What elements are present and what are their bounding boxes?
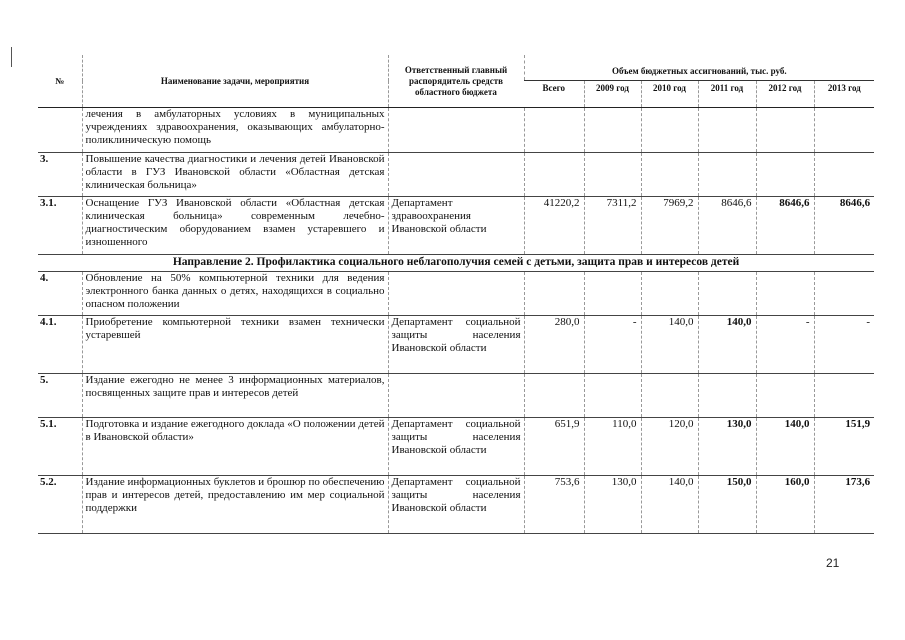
row-2012 bbox=[756, 108, 814, 153]
row-num: 5. bbox=[40, 374, 49, 386]
row-responsible bbox=[388, 272, 524, 316]
row-responsible: Департамент социальной защиты населения Ивановской области bbox=[388, 476, 524, 534]
row-2009 bbox=[584, 374, 641, 418]
header-year-2010: 2010 год bbox=[641, 81, 698, 108]
row-responsible bbox=[388, 153, 524, 197]
row-2012: - bbox=[756, 316, 814, 374]
row-num: 3. bbox=[40, 153, 49, 165]
table-row bbox=[38, 418, 874, 476]
row-num: 5.2. bbox=[40, 476, 57, 488]
row-2009 bbox=[584, 272, 641, 316]
header-name: Наименование задачи, мероприятия bbox=[82, 55, 388, 108]
row-name: лечения в амбулаторных условиях в муниципальных учреждениях здравоохранения, оказывающих амбулаторно-поликлиническую помощь bbox=[82, 108, 388, 153]
row-total bbox=[524, 374, 584, 418]
table-row bbox=[38, 476, 874, 534]
row-responsible bbox=[388, 374, 524, 418]
row-2010: 7969,2 bbox=[641, 197, 698, 255]
row-2011 bbox=[698, 108, 756, 153]
page-number: 21 bbox=[826, 556, 840, 570]
table-row bbox=[38, 316, 874, 374]
header-total: Всего bbox=[542, 83, 565, 93]
row-2013 bbox=[814, 272, 874, 316]
row-2011 bbox=[698, 153, 756, 197]
row-name: Издание ежегодно не менее 3 информационных материалов, посвященных защите прав и интересов детей bbox=[82, 374, 388, 418]
header-num: № bbox=[55, 75, 65, 86]
row-2009: 130,0 bbox=[584, 476, 641, 534]
row-2011: 8646,6 bbox=[698, 197, 756, 255]
row-total: 41220,2 bbox=[524, 197, 584, 255]
row-2012 bbox=[756, 272, 814, 316]
row-name: Подготовка и издание ежегодного доклада «О положении детей в Ивановской области» bbox=[82, 418, 388, 476]
row-total bbox=[524, 272, 584, 316]
row-2009 bbox=[584, 153, 641, 197]
direction-title: Направление 2. Профилактика социального неблагополучия семей с детьми, защита прав и интересов детей bbox=[172, 256, 740, 268]
row-name: Оснащение ГУЗ Ивановской области «Областная детская клиническая больница» современным лечебно-диагностическим оборудованием взамен устаревшего и изношенного bbox=[82, 197, 388, 255]
row-2012 bbox=[756, 374, 814, 418]
header-year-2012: 2012 год bbox=[756, 81, 814, 108]
row-2013 bbox=[814, 153, 874, 197]
row-name: Издание информационных буклетов и брошюр по обеспечению прав и интересов детей, предоставлению им мер социальной поддержки bbox=[82, 476, 388, 534]
row-2012: 8646,6 bbox=[756, 197, 814, 255]
header-year-2013: 2013 год bbox=[814, 81, 874, 108]
row-total bbox=[524, 153, 584, 197]
row-num: 3.1. bbox=[40, 197, 57, 209]
row-2009 bbox=[584, 108, 641, 153]
row-2013 bbox=[814, 108, 874, 153]
row-responsible: Департамент социальной защиты населения Ивановской области bbox=[388, 316, 524, 374]
row-2012: 160,0 bbox=[756, 476, 814, 534]
row-2010 bbox=[641, 374, 698, 418]
row-total bbox=[524, 108, 584, 153]
direction-row bbox=[38, 255, 874, 272]
row-2011: 150,0 bbox=[698, 476, 756, 534]
row-2009: 110,0 bbox=[584, 418, 641, 476]
row-responsible: Департамент здравоохранения Ивановской области bbox=[388, 197, 524, 255]
row-2009: 7311,2 bbox=[584, 197, 641, 255]
row-2013: 151,9 bbox=[814, 418, 874, 476]
row-2011 bbox=[698, 374, 756, 418]
row-2010 bbox=[641, 153, 698, 197]
table-row bbox=[38, 153, 874, 197]
table-row bbox=[38, 272, 874, 316]
row-2012 bbox=[756, 153, 814, 197]
row-2013 bbox=[814, 374, 874, 418]
row-2010: 140,0 bbox=[641, 476, 698, 534]
row-total: 280,0 bbox=[524, 316, 584, 374]
row-num: 5.1. bbox=[40, 418, 57, 430]
row-2010 bbox=[641, 272, 698, 316]
header-row-top bbox=[38, 55, 874, 81]
header-responsible: Ответственный главный распорядитель средств областного бюджета bbox=[388, 55, 524, 108]
row-2010 bbox=[641, 108, 698, 153]
margin-mark bbox=[11, 47, 12, 67]
row-name: Приобретение компьютерной техники взамен технически устаревшей bbox=[82, 316, 388, 374]
header-volume: Объем бюджетных ассигнований, тыс. руб. bbox=[524, 55, 874, 81]
row-2010: 140,0 bbox=[641, 316, 698, 374]
row-total: 651,9 bbox=[524, 418, 584, 476]
row-2011: 130,0 bbox=[698, 418, 756, 476]
row-2013: 173,6 bbox=[814, 476, 874, 534]
row-num bbox=[38, 108, 82, 153]
row-name: Повышение качества диагностики и лечения детей Ивановской области в ГУЗ Ивановской области «Областная детская клиническая больница» bbox=[82, 153, 388, 197]
row-2013: 8646,6 bbox=[814, 197, 874, 255]
row-responsible bbox=[388, 108, 524, 153]
row-name: Обновление на 50% компьютерной техники для ведения электронного банка данных о детях, находящихся в социально опасном положении bbox=[82, 272, 388, 316]
budget-table bbox=[38, 55, 874, 534]
row-2011 bbox=[698, 272, 756, 316]
header-year-2009: 2009 год bbox=[584, 81, 641, 108]
row-2010: 120,0 bbox=[641, 418, 698, 476]
row-2009: - bbox=[584, 316, 641, 374]
header-year-2011: 2011 год bbox=[698, 81, 756, 108]
row-2012: 140,0 bbox=[756, 418, 814, 476]
row-num: 4. bbox=[40, 272, 49, 284]
row-total: 753,6 bbox=[524, 476, 584, 534]
table-row bbox=[38, 374, 874, 418]
row-2013: - bbox=[814, 316, 874, 374]
row-num: 4.1. bbox=[40, 316, 57, 328]
table-row bbox=[38, 197, 874, 255]
table-row bbox=[38, 108, 874, 153]
row-responsible: Департамент социальной защиты населения Ивановской области bbox=[388, 418, 524, 476]
row-2011: 140,0 bbox=[698, 316, 756, 374]
